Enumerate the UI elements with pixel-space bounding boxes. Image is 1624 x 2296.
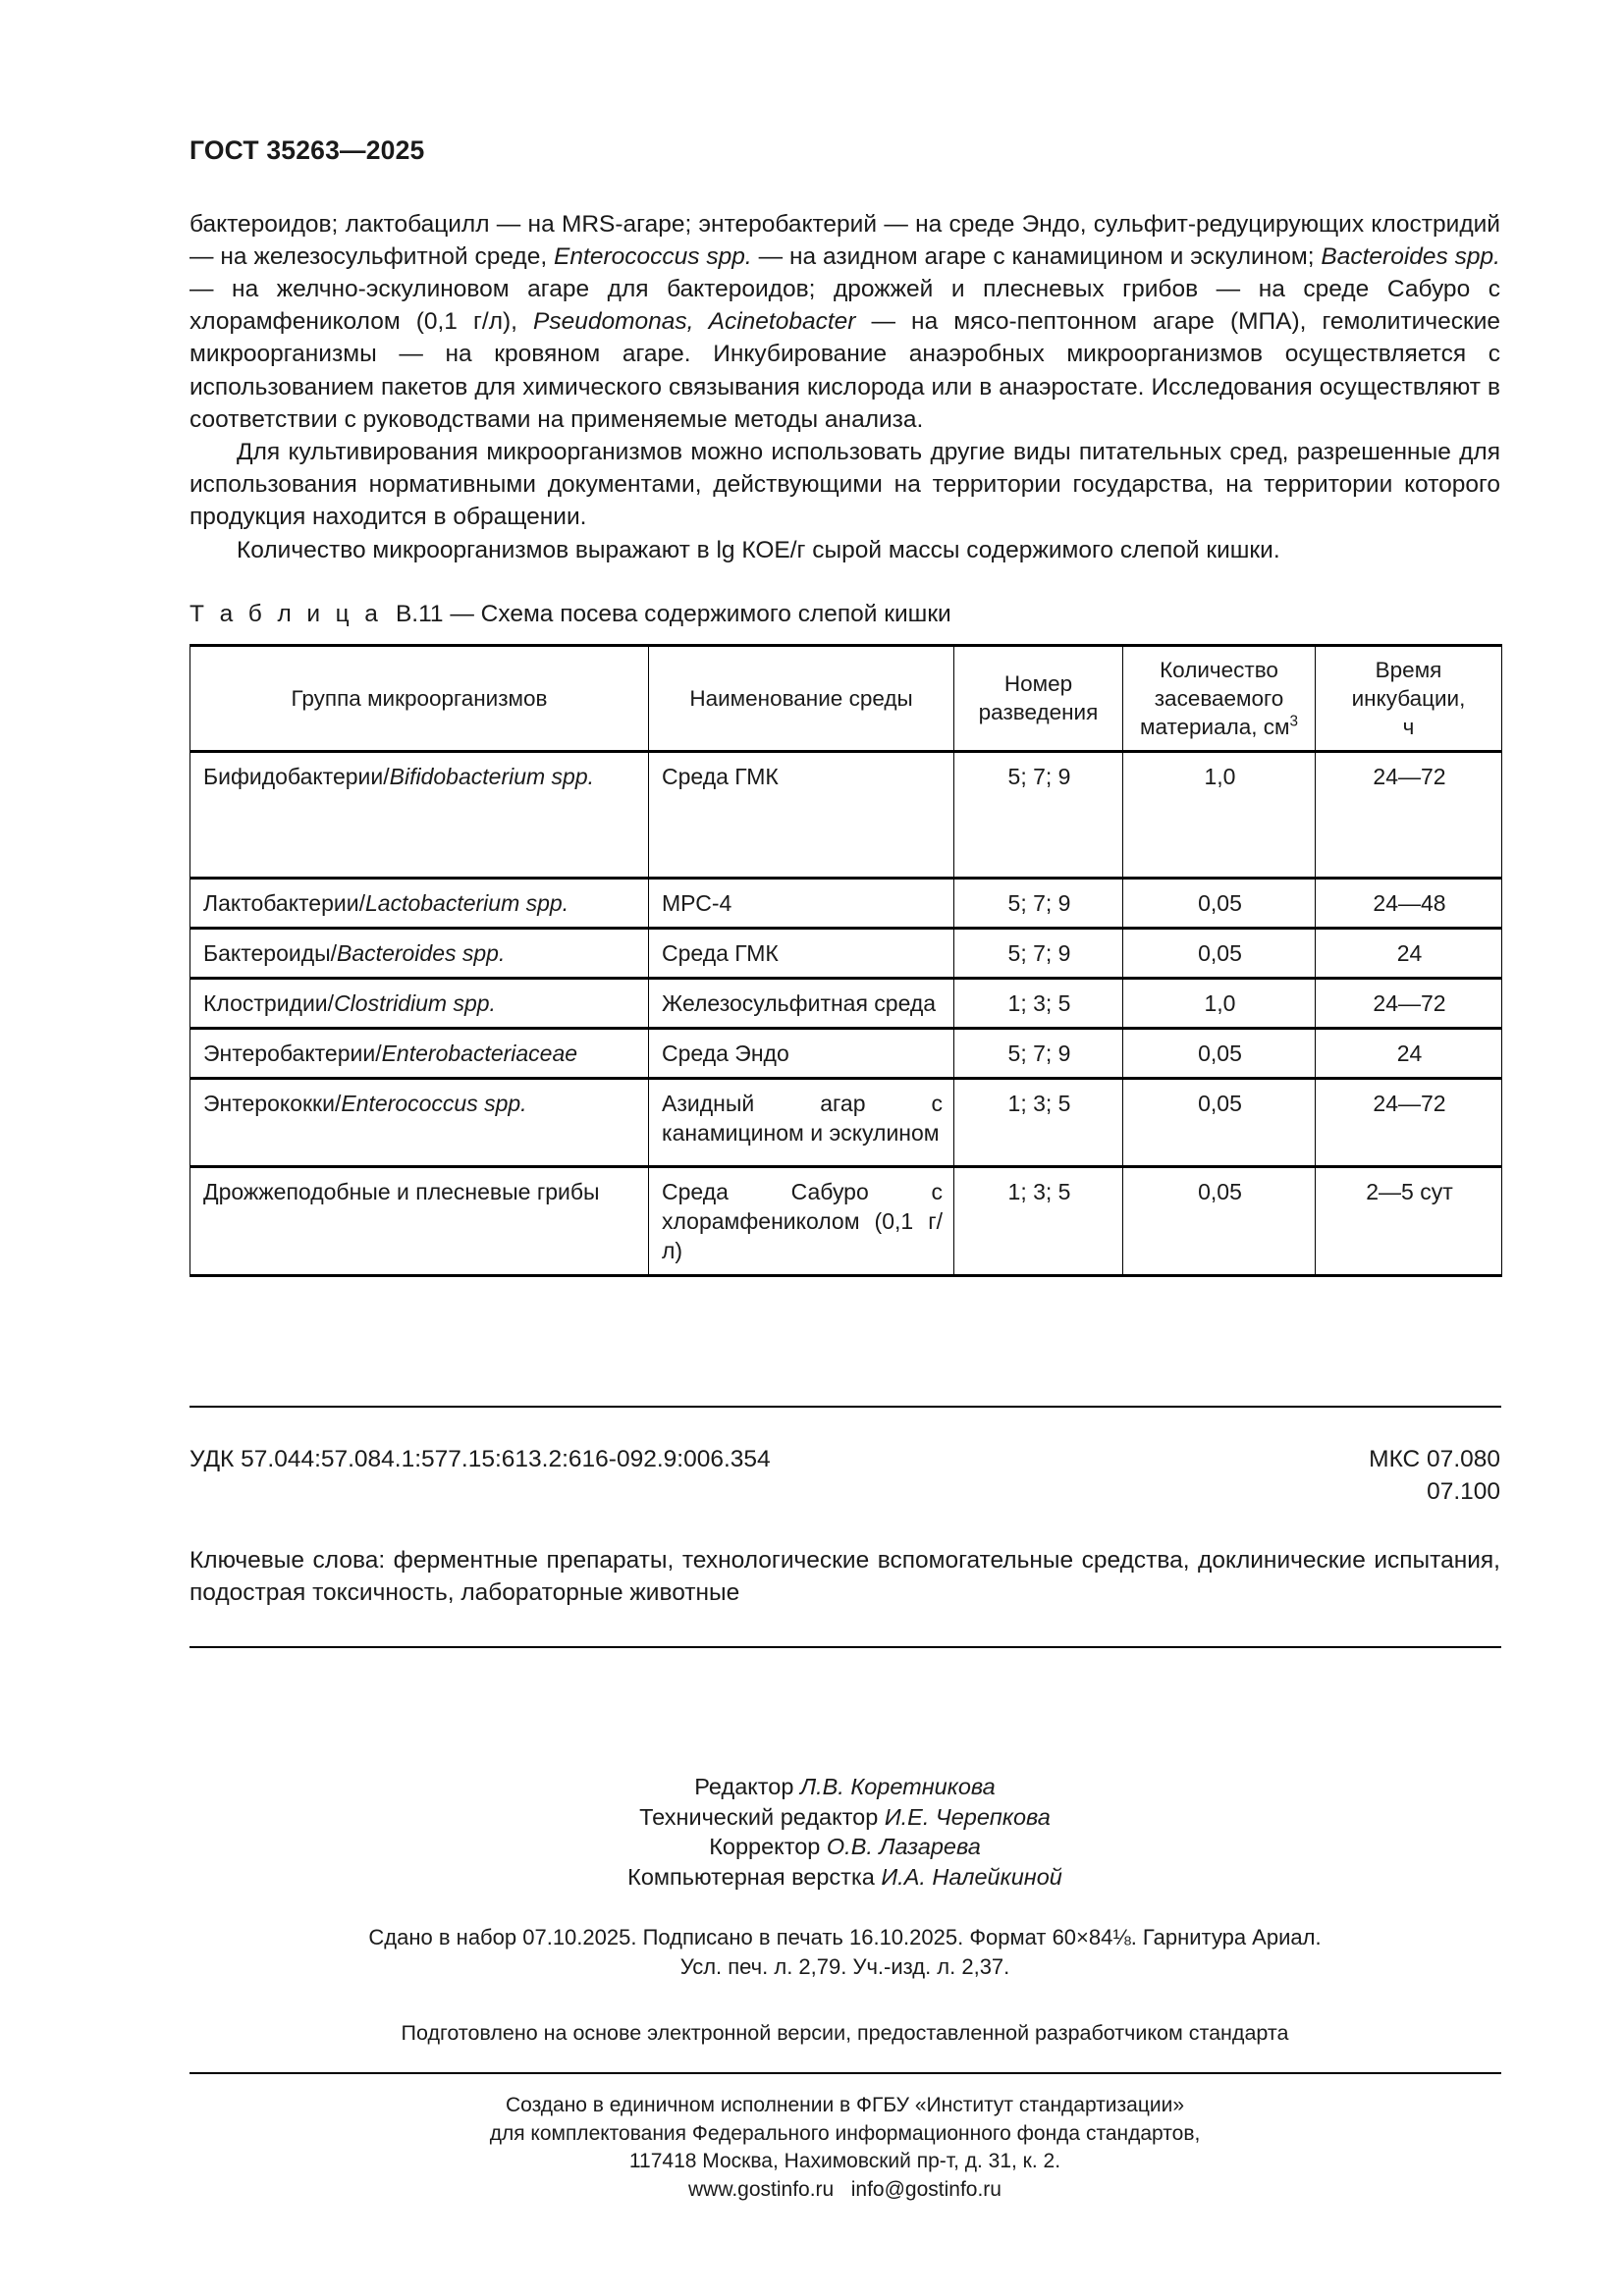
cell-group-ru: Лактобактерии/ bbox=[203, 889, 365, 916]
cell-amount bbox=[1123, 928, 1316, 978]
cell-amount-text: 0,05 bbox=[1198, 1178, 1242, 1204]
cell-amount bbox=[1123, 1166, 1316, 1275]
table-caption-number: В.11 bbox=[395, 600, 444, 627]
publisher-contacts bbox=[189, 2176, 1500, 2205]
table-row bbox=[190, 1078, 1502, 1166]
cell-group bbox=[190, 751, 649, 878]
cell-group-ru: Клостридии/ bbox=[203, 989, 335, 1016]
paragraph-other-media-allowed: Для культивирования микроорганизмов можно использовать другие виды питательных сред, разрешенные для использования нормативными документами, действующими на территории государства, на территории которого продукция находится в обращении. bbox=[189, 438, 1500, 531]
table-caption-dash: — bbox=[450, 600, 474, 627]
column-header-dilution-line2: разведения bbox=[978, 700, 1099, 725]
cell-dilution bbox=[954, 751, 1123, 878]
cell-group-latin: Bacteroides spp. bbox=[337, 939, 506, 966]
cell-group-ru: Энтерококки/ bbox=[203, 1090, 342, 1116]
credit-line bbox=[189, 1772, 1500, 1802]
paragraph-1-part-4: — на мясо-пептонном агаре (МПА), гемолитические микроорганизмы — на кровяном агаре. Инкубирование анаэробных микроорганизмов осуществляется с использованием пакетов для химического связывания кислорода или в анаэростате. Исследования осуществляют в соответствии с руководствами на применяемые методы анализа. bbox=[189, 308, 1501, 433]
cell-amount bbox=[1123, 1078, 1316, 1166]
print-info-block bbox=[189, 1923, 1500, 1982]
cell-amount-text: 0,05 bbox=[1198, 1040, 1242, 1066]
credit-name: И.А. Налейкиной bbox=[881, 1863, 1062, 1890]
column-header-amount-line1: Количество bbox=[1160, 657, 1278, 682]
print-info-line1: Сдано в набор 07.10.2025. Подписано в печать 16.10.2025. Формат 60×84⅛. Гарнитура Ариал. bbox=[368, 1925, 1322, 1950]
cell-medium bbox=[649, 978, 954, 1028]
table-row bbox=[190, 928, 1502, 978]
cell-medium-text: Азидный агар с канамицином и эскулином bbox=[662, 1090, 943, 1146]
cell-amount bbox=[1123, 1028, 1316, 1078]
column-header-dilution bbox=[954, 645, 1123, 751]
cell-dilution bbox=[954, 1028, 1123, 1078]
cell-amount-text: 0,05 bbox=[1198, 939, 1242, 966]
cell-dilution bbox=[954, 878, 1123, 928]
cell-time bbox=[1316, 878, 1502, 928]
cell-group-latin: Clostridium spp. bbox=[334, 989, 496, 1016]
cell-time-text: 24 bbox=[1396, 939, 1423, 966]
page-content bbox=[189, 0, 1500, 2204]
cell-group-latin: Enterococcus spp. bbox=[341, 1090, 527, 1116]
cell-time-text: 24—72 bbox=[1373, 989, 1446, 1016]
cell-dilution bbox=[954, 1166, 1123, 1275]
cell-group-latin: Enterobacteriaceae bbox=[381, 1040, 578, 1066]
table-row bbox=[190, 1028, 1502, 1078]
column-header-medium bbox=[649, 645, 954, 751]
cell-dilution bbox=[954, 928, 1123, 978]
table-row bbox=[190, 751, 1502, 878]
column-header-time-line1: Время bbox=[1375, 657, 1442, 682]
column-header-time-line3: ч bbox=[1402, 714, 1415, 739]
cell-amount bbox=[1123, 751, 1316, 878]
species-pseudomonas-acinetobacter: Pseudomonas, Acinetobacter bbox=[533, 308, 856, 336]
credit-name: Л.В. Коретникова bbox=[799, 1774, 996, 1800]
cell-amount-text: 0,05 bbox=[1198, 1090, 1242, 1116]
table-header-row bbox=[190, 645, 1502, 751]
column-header-medium-label: Наименование среды bbox=[689, 685, 913, 711]
cell-medium bbox=[649, 1028, 954, 1078]
body-text bbox=[189, 208, 1500, 566]
cell-medium-text: Среда Эндо bbox=[662, 1040, 789, 1066]
publisher-email[interactable]: info@gostinfo.ru bbox=[850, 2177, 1001, 2201]
cell-time bbox=[1316, 928, 1502, 978]
cell-group-ru: Бифидобактерии/ bbox=[203, 763, 390, 789]
cell-dilution-text: 1; 3; 5 bbox=[1007, 989, 1071, 1016]
divider-above-publisher bbox=[189, 2072, 1501, 2074]
udk-mks-block bbox=[189, 1443, 1500, 1508]
cell-group bbox=[190, 928, 649, 978]
paragraph-cfu-expression: Количество микроорганизмов выражают в lg КОЕ/г сырой массы содержимого слепой кишки. bbox=[237, 536, 1280, 563]
cell-group bbox=[190, 1166, 649, 1275]
paragraph-1-part-1: бактероидов; лактобацилл — на MRS-агаре; энтеробактерий — на среде Эндо, сульфит-редуцирующих клостридий — на железосульфитной среде, bbox=[189, 210, 1500, 270]
cell-time-text: 24—72 bbox=[1373, 1090, 1446, 1116]
divider-below-keywords bbox=[189, 1646, 1501, 1648]
divider-above-udk bbox=[189, 1406, 1501, 1408]
cell-medium-text: Среда Сабуро с хлорамфениколом (0,1 г/л) bbox=[662, 1178, 943, 1263]
cell-time-text: 2—5 сут bbox=[1366, 1178, 1453, 1204]
paragraph-1-part-3: — на желчно-эскулиновом агаре для бактероидов; дрожжей и плесневых грибов — на среде Сабуро с хлорамфениколом (0,1 г/л), bbox=[189, 275, 1500, 336]
cell-medium bbox=[649, 878, 954, 928]
cell-group-latin: Bifidobacterium spp. bbox=[389, 763, 595, 789]
table-caption-label: Т а б л и ц а bbox=[189, 600, 383, 627]
cell-time-text: 24—72 bbox=[1373, 763, 1446, 789]
column-header-amount-line3: материала, см bbox=[1139, 714, 1290, 739]
cell-dilution bbox=[954, 1078, 1123, 1166]
cell-group bbox=[190, 878, 649, 928]
column-header-dilution-line1: Номер bbox=[1003, 671, 1073, 697]
cell-amount bbox=[1123, 878, 1316, 928]
column-header-group-label: Группа микроорганизмов bbox=[291, 685, 548, 711]
table-row bbox=[190, 1166, 1502, 1275]
publisher-line3: 117418 Москва, Нахимовский пр-т, д. 31, к. 2. bbox=[628, 2150, 1061, 2173]
paragraph-1-part-2: — на азидном агаре с канамицином и эскулином; bbox=[751, 242, 1322, 270]
cell-group-ru: Бактероиды/ bbox=[203, 939, 338, 966]
cell-time bbox=[1316, 751, 1502, 878]
species-enterococcus: Enterococcus spp. bbox=[554, 242, 752, 270]
cell-dilution-text: 5; 7; 9 bbox=[1007, 763, 1071, 789]
cell-medium-text: Среда ГМК bbox=[662, 763, 779, 789]
credit-name: О.В. Лазарева bbox=[826, 1834, 981, 1860]
column-header-group bbox=[190, 645, 649, 751]
cell-medium bbox=[649, 751, 954, 878]
udk-code: УДК 57.044:57.084.1:577.15:613.2:616-092.9:006.354 bbox=[189, 1445, 771, 1472]
mks-codes bbox=[1369, 1443, 1500, 1508]
column-header-time bbox=[1316, 645, 1502, 751]
cell-dilution-text: 1; 3; 5 bbox=[1007, 1178, 1071, 1204]
table-row bbox=[190, 978, 1502, 1028]
table-row bbox=[190, 878, 1502, 928]
credit-role: Корректор bbox=[709, 1834, 821, 1860]
cell-medium-text: Среда ГМК bbox=[662, 939, 779, 966]
cell-amount-text: 0,05 bbox=[1198, 889, 1242, 916]
keywords-block: Ключевые слова: ферментные препараты, технологические вспомогательные средства, доклинические испытания, подострая токсичность, лабораторные животные bbox=[189, 1546, 1500, 1606]
mks-code-line1: МКС 07.080 bbox=[1369, 1445, 1500, 1472]
cell-group-latin: Lactobacterium spp. bbox=[364, 889, 569, 916]
cell-amount-text: 1,0 bbox=[1204, 763, 1236, 789]
print-info-line2: Усл. печ. л. 2,79. Уч.-изд. л. 2,37. bbox=[679, 1954, 1010, 1980]
publisher-line2: для комплектования Федерального информационного фонда стандартов, bbox=[489, 2121, 1201, 2145]
paragraph-cultivation-media bbox=[189, 208, 1500, 436]
cell-group bbox=[190, 1028, 649, 1078]
cell-amount-text: 1,0 bbox=[1204, 989, 1236, 1016]
cell-time bbox=[1316, 1028, 1502, 1078]
cell-medium bbox=[649, 1078, 954, 1166]
cell-dilution-text: 5; 7; 9 bbox=[1007, 889, 1071, 916]
table-seeding-scheme bbox=[189, 644, 1502, 1277]
publisher-line1: Создано в единичном исполнении в ФГБУ «Институт стандартизации» bbox=[505, 2094, 1185, 2117]
cell-medium-text: МРС-4 bbox=[662, 889, 732, 916]
column-header-time-line2: инкубации, bbox=[1351, 685, 1466, 711]
cell-time-text: 24—48 bbox=[1373, 889, 1446, 916]
credit-line bbox=[189, 1802, 1500, 1833]
table-caption-title: Схема посева содержимого слепой кишки bbox=[480, 600, 951, 627]
cell-dilution-text: 5; 7; 9 bbox=[1007, 1040, 1071, 1066]
page-header-standard-number: ГОСТ 35263—2025 bbox=[189, 135, 425, 165]
cell-time bbox=[1316, 1166, 1502, 1275]
publisher-block bbox=[189, 2092, 1500, 2204]
cell-dilution bbox=[954, 978, 1123, 1028]
column-header-amount-superscript: 3 bbox=[1289, 713, 1299, 730]
column-header-amount-line2: засеваемого bbox=[1154, 685, 1284, 711]
credit-role: Редактор bbox=[694, 1774, 794, 1800]
cell-group-ru: Дрожжеподобные и плесневые грибы bbox=[203, 1178, 600, 1204]
credit-name: И.Е. Черепкова bbox=[884, 1803, 1051, 1830]
cell-group bbox=[190, 1078, 649, 1166]
cell-dilution-text: 1; 3; 5 bbox=[1007, 1090, 1071, 1116]
cell-medium-text: Железосульфитная среда bbox=[662, 989, 937, 1016]
cell-dilution-text: 5; 7; 9 bbox=[1007, 939, 1071, 966]
mks-code-line2: 07.100 bbox=[1427, 1477, 1500, 1505]
cell-time bbox=[1316, 978, 1502, 1028]
species-bacteroides: Bacteroides spp. bbox=[1321, 242, 1500, 270]
table-caption bbox=[189, 600, 1500, 629]
editorial-credits bbox=[189, 1772, 1500, 1892]
cell-group bbox=[190, 978, 649, 1028]
cell-time-text: 24 bbox=[1396, 1040, 1423, 1066]
cell-group-ru: Энтеробактерии/ bbox=[203, 1040, 382, 1066]
cell-medium bbox=[649, 928, 954, 978]
column-header-amount bbox=[1123, 645, 1316, 751]
prepared-note: Подготовлено на основе электронной версии, предоставленной разработчиком стандарта bbox=[401, 2021, 1289, 2046]
credit-role: Технический редактор bbox=[639, 1803, 879, 1830]
credit-role: Компьютерная верстка bbox=[627, 1863, 875, 1890]
publisher-website[interactable]: www.gostinfo.ru bbox=[688, 2177, 835, 2201]
credit-line bbox=[189, 1832, 1500, 1862]
cell-amount bbox=[1123, 978, 1316, 1028]
credit-line bbox=[189, 1862, 1500, 1893]
cell-medium bbox=[649, 1166, 954, 1275]
cell-time bbox=[1316, 1078, 1502, 1166]
